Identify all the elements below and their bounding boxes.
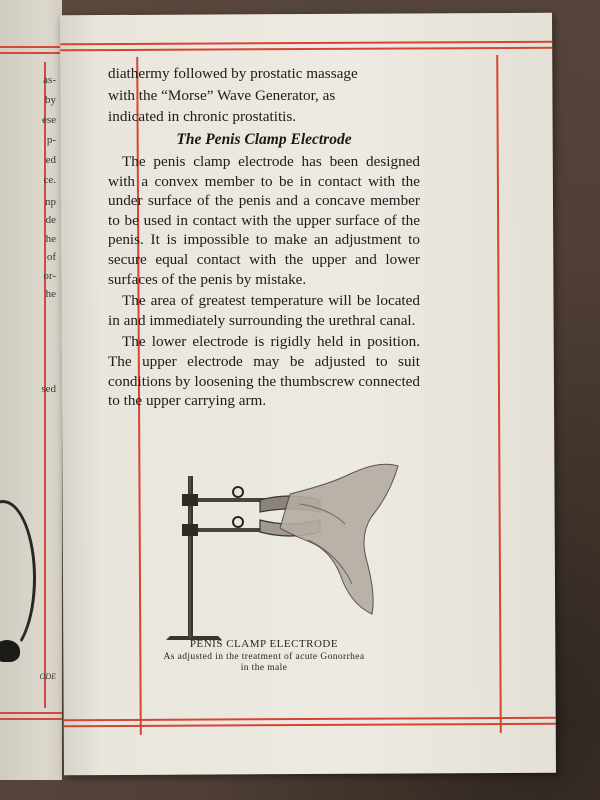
bottom-rule-2 [64,723,556,728]
intro-line: with the “Morse” Wave Generator, as [108,86,336,104]
figure-caption-line: As adjusted in the treatment of acute Gonorrhea [163,652,365,662]
upper-collar [182,494,198,506]
left-fragment: sed [41,383,56,395]
left-fragment: p- [46,134,56,146]
left-folded-panel [0,0,62,780]
intro-paragraph [108,64,420,129]
section-heading: The Penis Clamp Electrode [176,131,352,148]
body-silhouette [280,464,398,614]
left-rule-top-2 [0,52,62,54]
paragraph-2: The area of greatest temperature will be located in and immediately surrounding the urethral canal. [108,292,420,329]
left-rule-top-1 [0,46,62,48]
left-fragment: ed [45,154,56,166]
top-rule-1 [60,41,552,46]
left-fragment: he [45,233,56,245]
thumbscrew-upper [233,487,243,497]
left-rule-bottom-2 [0,718,62,720]
figure-caption-line: in the male [240,663,288,673]
left-fragment: he [45,288,56,300]
electrode-illustration [140,454,422,644]
paragraph-1: The penis clamp electrode has been designed with a convex member to be in contact with the under surface of the penis and a concave member to be used in contact with the upper surface of the penis. It is impossible to make an adjustment to secure equal contact with the upper and lower surfaces of the penis by mistake. [108,153,420,288]
plug-illustration [0,640,20,662]
left-fragment: by [45,94,56,106]
cord-illustration [0,500,36,656]
left-rule-bottom-1 [0,712,62,714]
intro-line: diathermy followed by prostatic massage [108,65,358,82]
intro-line: indicated in chronic prostatitis. [108,108,297,126]
right-margin-rule [496,55,502,733]
paragraph-3: The lower electrode is rigidly held in position. The upper electrode may be adjusted to suit conditions by loosening the thumbscrew connected to the upper carrying arm. [108,333,420,410]
lower-collar [182,524,198,536]
left-fragment: of [46,251,56,263]
left-fragment: ese [41,114,56,126]
left-fragment: as- [43,74,56,86]
figure-caption [108,652,420,674]
left-fragment: de [45,214,56,226]
section-body [108,152,420,413]
top-rule-2 [60,47,552,52]
left-fragment: np [45,196,56,208]
left-fragment: ce. [43,174,56,186]
figure-title: PENIS CLAMP ELECTRODE [189,638,339,650]
thumbscrew-lower [233,517,243,527]
bottom-rule-1 [64,717,556,722]
left-fragment: ODE [39,672,56,681]
left-fragment: or- [43,270,56,282]
